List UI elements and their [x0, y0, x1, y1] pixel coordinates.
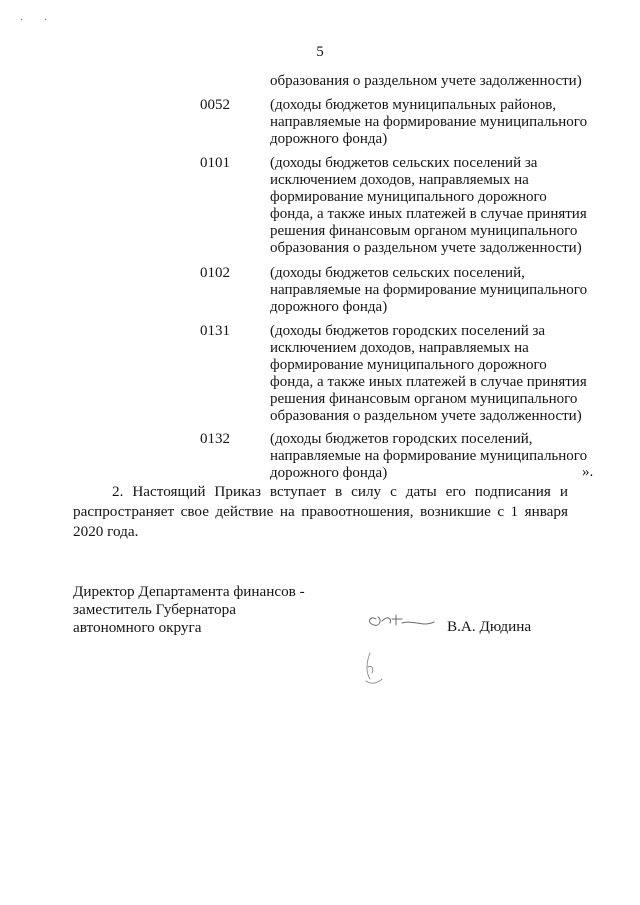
paragraph-line: 2. Настоящий Приказ вступает в силу с даты его подписания и	[112, 483, 568, 500]
code-0102: 0102	[200, 265, 230, 281]
code-0132-description	[270, 431, 600, 482]
description-line: образования о раздельном учете задолженности)	[270, 240, 582, 256]
description-line: исключением доходов, направляемых на	[270, 340, 529, 356]
description-line: направляемые на формирование муниципального	[270, 114, 588, 130]
description-line: фонда, а также иных платежей в случае принятия	[270, 206, 587, 222]
handwritten-signature	[362, 605, 442, 695]
code-0102-description	[270, 265, 600, 316]
signatory-title	[73, 583, 305, 637]
paragraph-line: 2020 года.	[73, 523, 139, 540]
description-line: направляемые на формирование муниципального	[270, 448, 588, 464]
paragraph-2	[73, 482, 568, 542]
signatory-title-line: заместитель Губернатора	[73, 601, 236, 618]
code-0131: 0131	[200, 323, 230, 339]
code-0101-description	[270, 155, 600, 257]
description-line: формирование муниципального дорожного	[270, 189, 547, 205]
code-0132: 0132	[200, 431, 230, 447]
page-number: 5	[316, 44, 324, 60]
description-line: дорожного фонда)	[270, 131, 388, 147]
top-continuation-line: образования о раздельном учете задолженности)	[270, 73, 582, 89]
description-line: (доходы бюджетов городских поселений за	[270, 323, 546, 339]
code-0131-description	[270, 323, 600, 425]
signatory-name: В.А. Дюдина	[447, 618, 532, 635]
description-line: решения финансовым органом муниципального	[270, 391, 578, 407]
signatory-title-line: автономного округа	[73, 619, 202, 636]
code-0052-description	[270, 97, 600, 148]
description-line: исключением доходов, направляемых на	[270, 172, 529, 188]
signatory-title-line: Директор Департамента финансов -	[73, 583, 305, 600]
closing-quote: ».	[582, 464, 594, 480]
code-0052: 0052	[200, 97, 230, 113]
paragraph-line: распространяет свое действие на правоотношения, возникшие с 1 января	[73, 503, 568, 520]
description-line: фонда, а также иных платежей в случае принятия	[270, 374, 587, 390]
description-line: (доходы бюджетов сельских поселений,	[270, 265, 525, 281]
description-line: дорожного фонда)	[270, 465, 388, 481]
description-line: решения финансовым органом муниципального	[270, 223, 578, 239]
code-0101: 0101	[200, 155, 230, 171]
description-line: образования о раздельном учете задолженности)	[270, 408, 582, 424]
description-line: (доходы бюджетов сельских поселений за	[270, 155, 538, 171]
scan-marks: · ·	[20, 15, 57, 26]
description-line: (доходы бюджетов муниципальных районов,	[270, 97, 557, 113]
description-line: формирование муниципального дорожного	[270, 357, 547, 373]
description-line: дорожного фонда)	[270, 299, 388, 315]
description-line: (доходы бюджетов городских поселений,	[270, 431, 533, 447]
description-line: направляемые на формирование муниципального	[270, 282, 588, 298]
